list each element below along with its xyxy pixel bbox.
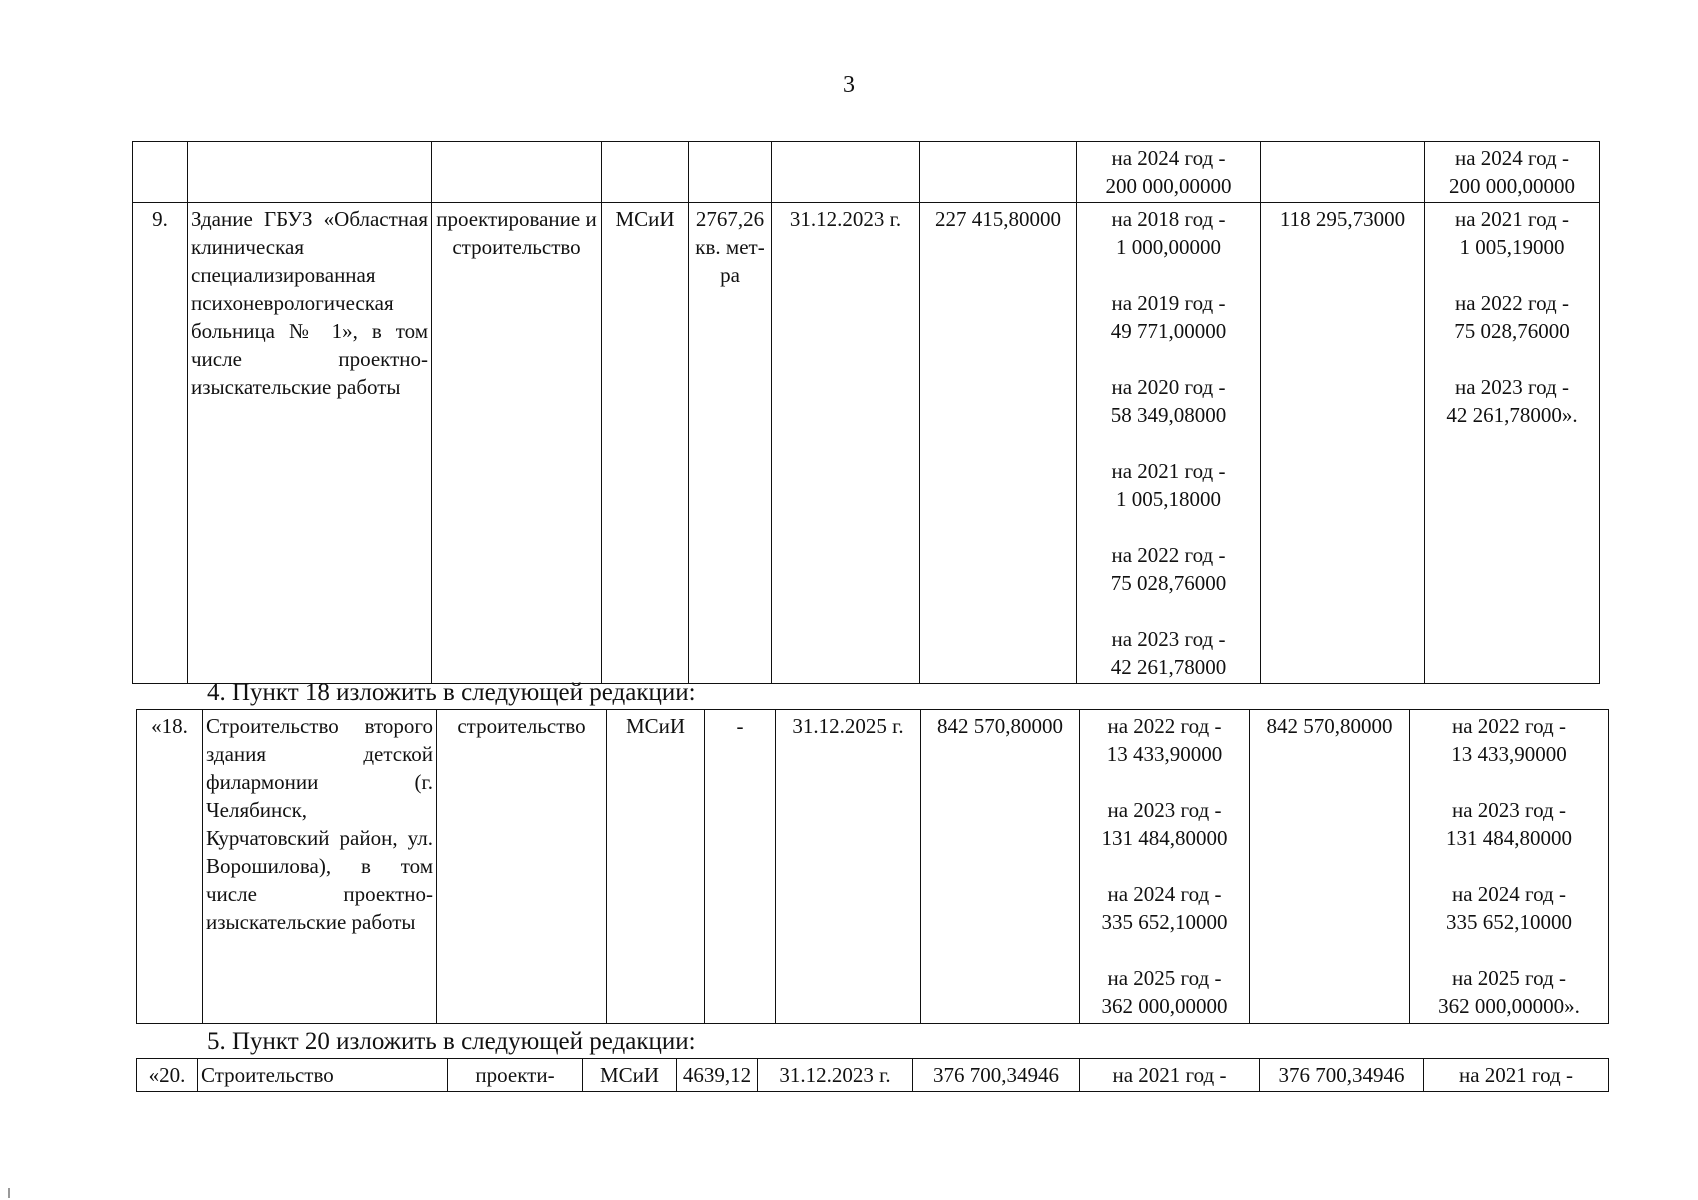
agency: МСиИ xyxy=(583,1059,677,1092)
row-number: «18. xyxy=(137,710,203,1024)
objects-table-section-4 xyxy=(136,709,1609,1024)
deadline: 31.12.2023 г. xyxy=(772,203,920,684)
capacity: 4639,12 xyxy=(677,1059,758,1092)
balance: 842 570,80000 xyxy=(1250,710,1410,1024)
row-number: «20. xyxy=(137,1059,198,1092)
financing-cell: на 2022 год - 13 433,90000 на 2023 год - 131 484,80000 на 2024 год - 335 652,10000 на 2025 год - 362 000,00000 xyxy=(1080,710,1250,1024)
object-name: Строительство второго здания детской филармонии (г. Челябинск, Курчатовский район, ул. Ворошилова), в том числе проектно-изыскательские работы xyxy=(203,710,437,1024)
scan-mark xyxy=(8,1188,10,1198)
section-4-heading: 4. Пункт 18 изложить в следующей редакции: xyxy=(207,679,696,706)
table-row-continuation xyxy=(133,142,1600,203)
balance: 376 700,34946 xyxy=(1260,1059,1424,1092)
object-name: Строительство xyxy=(198,1059,448,1092)
balance: 118 295,73000 xyxy=(1261,203,1425,684)
total-cost: 376 700,34946 xyxy=(913,1059,1080,1092)
deadline: 31.12.2025 г. xyxy=(776,710,921,1024)
capacity: - xyxy=(705,710,776,1024)
capacity: 2767,26 кв. мет-ра xyxy=(689,203,772,684)
total-cost: 227 415,80000 xyxy=(920,203,1077,684)
total-cost: 842 570,80000 xyxy=(921,710,1080,1024)
page-number: 3 xyxy=(843,72,855,98)
agency: МСиИ xyxy=(602,203,689,684)
financing-cell: на 2024 год - 200 000,00000 xyxy=(1077,142,1261,203)
objects-table-top xyxy=(132,141,1600,684)
object-name: Здание ГБУЗ «Областная клиническая специализированная психоневрологическая больница № 1», в том числе проектно-изыскательские работы xyxy=(188,203,432,684)
objects-table-section-5 xyxy=(136,1058,1609,1092)
work-type: проектирование и строительство xyxy=(432,203,602,684)
table-row-9 xyxy=(133,203,1600,684)
remaining-cell: на 2024 год - 200 000,00000 xyxy=(1425,142,1600,203)
remaining-cell: на 2022 год - 13 433,90000 на 2023 год - 131 484,80000 на 2024 год - 335 652,10000 на 2025 год - 362 000,00000». xyxy=(1410,710,1609,1024)
financing-cell: на 2018 год - 1 000,00000 на 2019 год - 49 771,00000 на 2020 год - 58 349,08000 на 2021 год - 1 005,18000 на 2022 год - 75 028,76000 на 2023 год - 42 261,78000 xyxy=(1077,203,1261,684)
financing-cell: на 2021 год - xyxy=(1080,1059,1260,1092)
remaining-cell: на 2021 год - 1 005,19000 на 2022 год - 75 028,76000 на 2023 год - 42 261,78000». xyxy=(1425,203,1600,684)
table-row-20 xyxy=(137,1059,1609,1092)
remaining-cell: на 2021 год - xyxy=(1424,1059,1609,1092)
deadline: 31.12.2023 г. xyxy=(758,1059,913,1092)
section-5-heading: 5. Пункт 20 изложить в следующей редакции: xyxy=(207,1028,696,1055)
agency: МСиИ xyxy=(607,710,705,1024)
work-type: строительство xyxy=(437,710,607,1024)
table-row-18 xyxy=(137,710,1609,1024)
row-number: 9. xyxy=(133,203,188,684)
work-type: проекти- xyxy=(448,1059,583,1092)
